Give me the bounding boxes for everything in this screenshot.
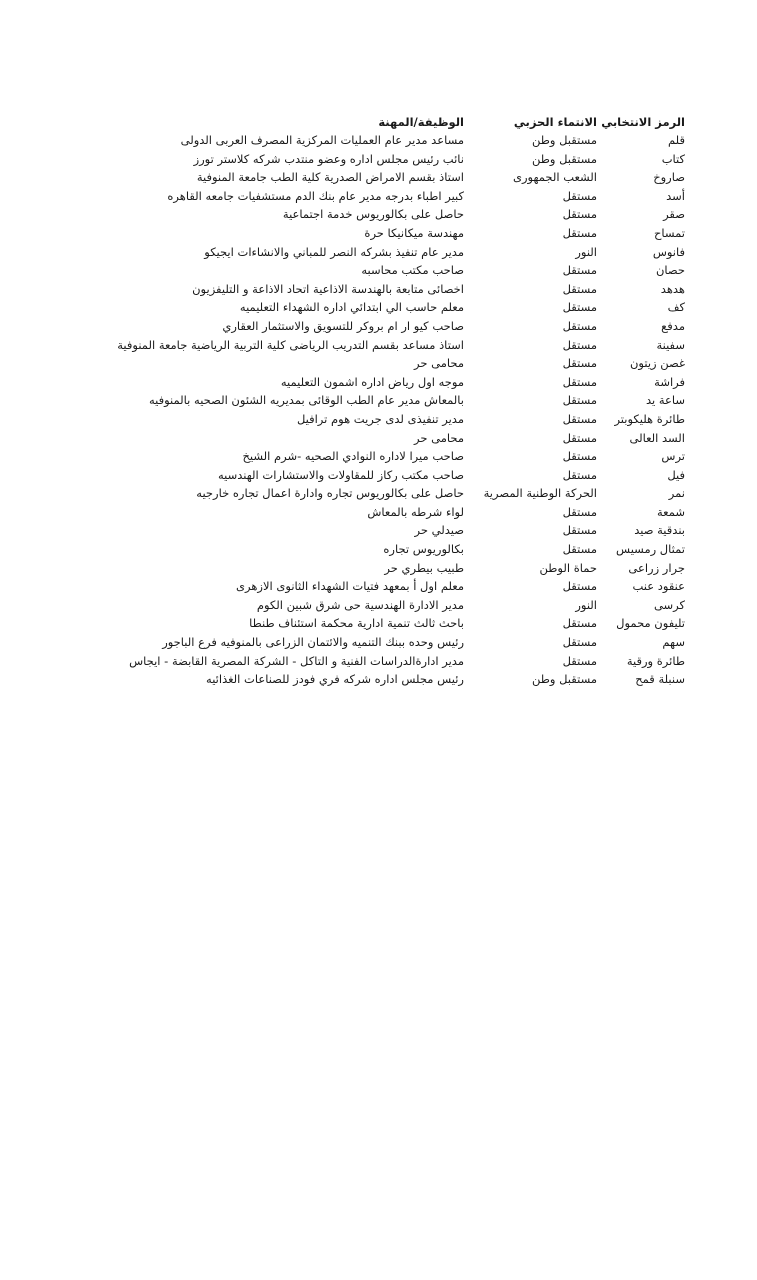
candidate-job: صاحب كيو ار ام بروكر للتسويق والاستثمار العقاري [222, 318, 464, 333]
candidate-party: مستقل [562, 356, 597, 371]
candidate-symbol: كف [667, 300, 685, 315]
table-row [0, 298, 757, 317]
candidate-party: مستقل [562, 616, 597, 631]
table-row [0, 670, 757, 689]
candidate-job: مدير الادارة الهندسية حى شرق شبين الكوم [256, 597, 464, 612]
candidate-party: مستقل [562, 449, 597, 464]
candidate-symbol: ترس [661, 449, 685, 464]
candidate-rows [0, 131, 757, 689]
table-row [0, 280, 757, 299]
candidate-job: رئيس مجلس اداره شركه فري فودز للصناعات الغذائيه [206, 672, 464, 687]
candidate-party: حماة الوطن [539, 560, 597, 575]
candidate-job: محامى حر [414, 356, 464, 371]
table-row [0, 336, 757, 355]
candidate-symbol: هدهد [660, 281, 685, 296]
table-row [0, 447, 757, 466]
candidate-job: صيدلي حر [414, 523, 464, 538]
header-party: الانتماء الحزبي [513, 115, 597, 129]
candidate-job: اخصائى متابعة بالهندسة الاذاعية اتحاد الاذاعة و التليفزيون [192, 281, 464, 296]
candidate-symbol: غصن زيتون [629, 356, 685, 371]
candidate-symbol: عنقود عنب [632, 579, 685, 594]
candidate-symbol: مدفع [661, 318, 685, 333]
candidate-job: رئيس وحده ببنك التنميه والائتمان الزراعى بالمنوفيه فرع الباجور [162, 635, 464, 650]
candidate-symbol: كرسى [653, 597, 685, 612]
table-row [0, 484, 757, 503]
table-row [0, 373, 757, 392]
table-row [0, 577, 757, 596]
candidates-document [0, 113, 757, 689]
candidate-party: مستقل [562, 635, 597, 650]
candidate-symbol: حصان [655, 263, 685, 278]
candidate-job: بالمعاش مدير عام الطب الوقائى بمديريه الشئون الصحيه بالمنوفيه [148, 393, 464, 408]
table-row [0, 559, 757, 578]
candidate-party: مستقبل وطن [531, 133, 597, 147]
candidate-party: مستقل [562, 430, 597, 445]
candidate-job: استاذ بقسم الامراض الصدرية كلية الطب جامعة المنوفية [196, 170, 464, 185]
candidate-party: مستقبل وطن [531, 672, 597, 687]
candidate-symbol: السد العالى [629, 430, 685, 445]
candidate-job: معلم حاسب الي ابتدائي اداره الشهداء التعليميه [239, 300, 464, 315]
candidate-symbol: تمساح [653, 225, 685, 240]
candidate-job: معلم اول أ بمعهد فتيات الشهداء الثانوى الازهرى [236, 579, 464, 594]
candidate-party: مستقل [562, 281, 597, 296]
header-row [0, 113, 757, 131]
candidate-party: مستقبل وطن [531, 151, 597, 166]
candidate-job: كبير اطباء بدرجه مدير عام بنك الدم مستشفيات جامعه القاهره [167, 188, 464, 203]
table-row [0, 614, 757, 633]
candidate-job: موجه اول رياض اداره اشمون التعليميه [280, 374, 464, 389]
table-row [0, 540, 757, 559]
candidate-job: مهندسة ميكانيكا حرة [364, 225, 464, 240]
table-row [0, 391, 757, 410]
candidate-symbol: أسد [666, 188, 685, 203]
table-row [0, 410, 757, 429]
candidate-symbol: شمعة [657, 504, 685, 519]
candidate-party: مستقل [562, 393, 597, 408]
candidate-symbol: كتاب [661, 151, 685, 166]
candidate-party: مستقل [562, 188, 597, 203]
candidate-party: الشعب الجمهورى [512, 170, 597, 185]
candidate-symbol: نمر [668, 486, 685, 501]
candidate-job: مدير عام تنفيذ بشركه النصر للمباني والانشاءات ايجيكو [204, 244, 464, 259]
candidate-symbol: تمثال رمسيس [616, 542, 685, 557]
candidate-party: مستقل [562, 318, 597, 333]
candidate-party: مستقل [562, 263, 597, 278]
candidate-job: حاصل على بكالوريوس تجاره وادارة اعمال تجاره خارجيه [196, 486, 464, 501]
candidate-party: مستقل [562, 579, 597, 594]
table-row [0, 429, 757, 448]
table-row [0, 521, 757, 540]
table-row [0, 150, 757, 169]
candidate-job: باحث ثالث تنمية ادارية محكمة استئناف طنطا [249, 616, 464, 631]
table-row [0, 187, 757, 206]
candidate-job: مدير ادارةالدراسات الفنية و التاكل - الشركة المصرية القابضة - ايجاس [129, 653, 464, 668]
candidate-symbol: جرار زراعى [628, 560, 685, 575]
candidate-symbol: ساعة يد [645, 393, 685, 408]
candidate-party: مستقل [562, 504, 597, 519]
candidate-party: مستقل [562, 523, 597, 538]
candidate-job: نائب رئيس مجلس اداره وعضو منتدب شركه كلاستر تورز [193, 151, 464, 166]
table-row [0, 168, 757, 187]
table-row [0, 243, 757, 262]
table-row [0, 224, 757, 243]
table-row [0, 652, 757, 671]
candidate-job: صاحب مكتب محاسبه [361, 263, 464, 278]
candidate-job: صاحب ميرا لاداره النوادي الصحيه -شرم الشيخ [242, 449, 464, 464]
table-row [0, 466, 757, 485]
candidate-symbol: فيل [667, 467, 685, 482]
candidate-party: مستقل [562, 542, 597, 557]
header-job: الوظيفة/المهنة [378, 115, 464, 129]
candidate-symbol: سهم [662, 635, 685, 650]
table-row [0, 205, 757, 224]
candidate-party: النور [575, 597, 597, 612]
candidate-party: مستقل [562, 337, 597, 352]
candidate-symbol: طائرة هليكوبتر [614, 411, 685, 426]
table-row [0, 633, 757, 652]
candidate-party: مستقل [562, 653, 597, 668]
candidate-symbol: صقر [663, 207, 685, 222]
candidate-job: حاصل على بكالوريوس خدمة اجتماعية [282, 207, 464, 222]
candidate-job: مساعد مدير عام العمليات المركزية المصرف العربى الدولى [180, 133, 464, 147]
candidate-symbol: بندقية صيد [634, 523, 685, 538]
candidate-job: بكالوريوس تجاره [383, 542, 464, 557]
candidate-party: مستقل [562, 207, 597, 222]
candidate-symbol: طائرة ورقية [626, 653, 685, 668]
candidate-party: النور [575, 244, 597, 259]
candidate-party: مستقل [562, 225, 597, 240]
candidate-job: استاذ مساعد بقسم التدريب الرياضى كلية التربية الرياضية جامعة المنوفية [117, 337, 464, 352]
table-row [0, 261, 757, 280]
candidate-job: طبيب بيطري حر [384, 560, 464, 575]
candidate-party: مستقل [562, 374, 597, 389]
candidate-symbol: تليفون محمول [616, 616, 685, 631]
table-row [0, 131, 757, 150]
table-row [0, 596, 757, 615]
table-row [0, 503, 757, 522]
candidate-party: مستقل [562, 411, 597, 426]
candidate-party: مستقل [562, 467, 597, 482]
candidate-party: مستقل [562, 300, 597, 315]
candidate-job: صاحب مكتب ركاز للمقاولات والاستشارات الهندسيه [217, 467, 464, 482]
candidate-party: الحركة الوطنية المصرية [483, 486, 597, 501]
candidate-symbol: فراشة [654, 374, 685, 389]
header-symbol: الرمز الانتخابي [601, 115, 685, 129]
candidate-symbol: صاروخ [653, 170, 685, 185]
candidate-job: لواء شرطه بالمعاش [367, 504, 464, 519]
table-row [0, 317, 757, 336]
candidate-symbol: سفينة [656, 337, 685, 352]
candidate-symbol: قلم [668, 133, 685, 147]
candidate-symbol: سنبلة قمح [635, 672, 685, 687]
table-row [0, 354, 757, 373]
candidate-job: مدير تنفيذى لدى جريت هوم ترافيل [296, 411, 464, 426]
candidate-job: محامى حر [414, 430, 464, 445]
candidate-symbol: فانوس [652, 244, 685, 259]
